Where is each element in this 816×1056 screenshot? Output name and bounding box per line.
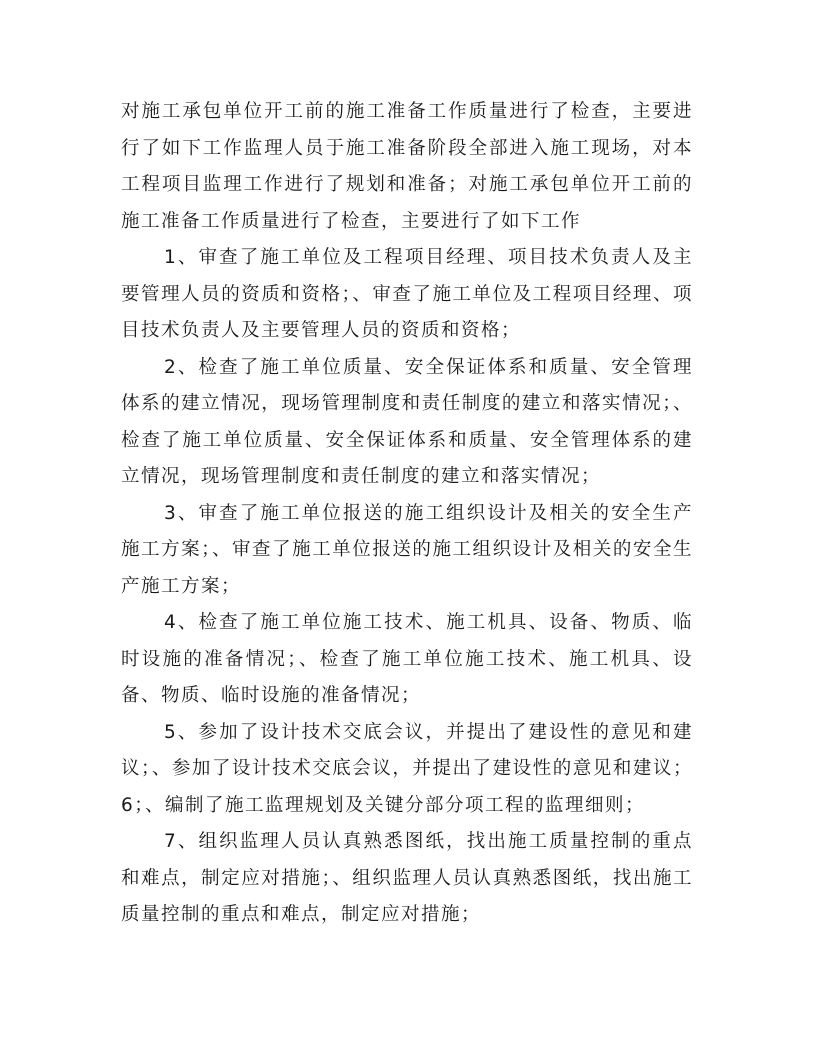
paragraph-item-2: 2、检查了施工单位质量、安全保证体系和质量、安全管理体系的建立情况，现场管理制度和责任制度的建立和落实情况；、检查了施工单位质量、安全保证体系和质量、安全管理体系的建立情况，现场管理制度和责任制度的建立和落实情况；: [121, 356, 693, 487]
paragraph-intro: 对施工承包单位开工前的施工准备工作质量进行了检查，主要进行了如下工作监理人员于施工准备阶段全部进入施工现场，对本工程项目监理工作进行了规划和准备；对施工承包单位开工前的施工准备工作质量进行了检查，主要进行了如下工作: [121, 101, 693, 232]
paragraph-item-1: 1、审查了施工单位及工程项目经理、项目技术负责人及主要管理人员的资质和资格；、审查了施工单位及工程项目经理、项目技术负责人及主要管理人员的资质和资格；: [121, 247, 693, 341]
paragraph-item-3: 3、审查了施工单位报送的施工组织设计及相关的安全生产施工方案；、审查了施工单位报送的施工组织设计及相关的安全生产施工方案；: [121, 502, 693, 597]
paragraph-item-4: 4、检查了施工单位施工技术、施工机具、设备、物质、临时设施的准备情况；、检查了施工单位施工技术、施工机具、设备、物质、临时设施的准备情况；: [121, 612, 693, 706]
document-body: [121, 94, 693, 934]
paragraph-item-7: 7、组织监理人员认真熟悉图纸，找出施工质量控制的重点和难点，制定应对措施；、组织监理人员认真熟悉图纸，找出施工质量控制的重点和难点，制定应对措施；: [121, 831, 693, 925]
paragraph-item-5: 5、参加了设计技术交底会议，并提出了建设性的意见和建议；、参加了设计技术交底会议，并提出了建设性的意见和建议；6；、编制了施工监理规划及关键分部分项工程的监理细则；: [121, 721, 693, 816]
